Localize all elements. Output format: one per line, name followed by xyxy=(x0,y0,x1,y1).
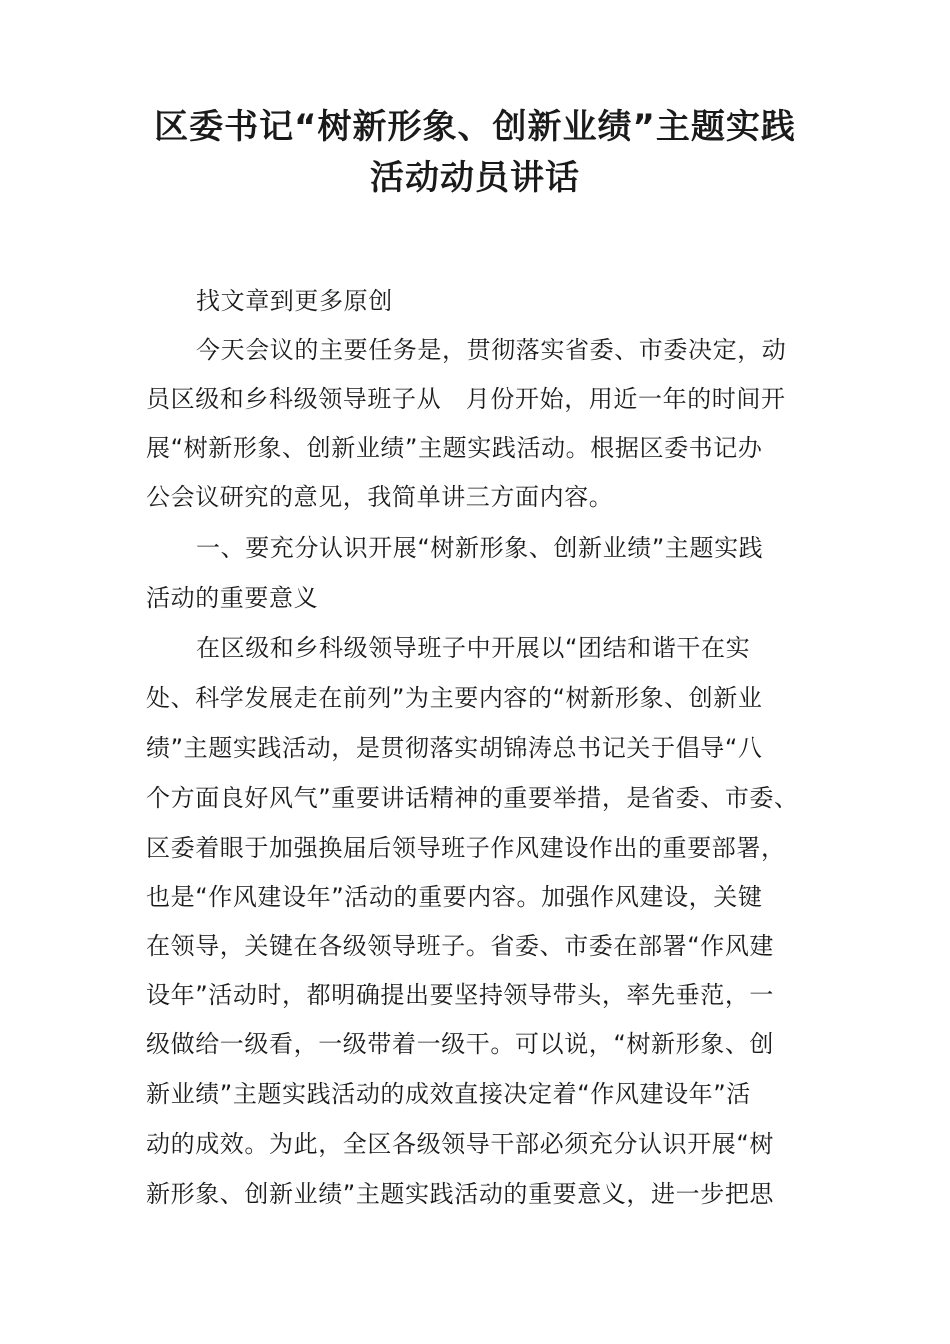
body-line: 级做给一级看，一级带着一级干。可以说，“树新形象、创 xyxy=(146,1030,775,1058)
body-line: 动的成效。为此，全区各级领导干部必须充分认识开展“树 xyxy=(146,1130,775,1158)
body-line: 区委着眼于加强换届后领导班子作风建设作出的重要部署， xyxy=(146,834,786,862)
document-title-line-1: 区委书记“树新形象、创新业绩”主题实践 xyxy=(154,107,796,147)
body-line: 新业绩”主题实践活动的成效直接决定着“作风建设年”活 xyxy=(146,1080,751,1108)
body-line: 绩”主题实践活动，是贯彻落实胡锦涛总书记关于倡导“八 xyxy=(146,734,763,762)
body-line: 处、科学发展走在前列”为主要内容的“树新形象、创新业 xyxy=(146,684,763,712)
body-line: 公会议研究的意见，我简单讲三方面内容。 xyxy=(146,483,614,511)
body-line: 今天会议的主要任务是，贯彻落实省委、市委决定，动 xyxy=(196,336,787,364)
body-line: 也是“作风建设年”活动的重要内容。加强作风建设，关键 xyxy=(146,883,763,911)
body-line: 在区级和乡科级领导班子中开展以“团结和谐干在实 xyxy=(196,634,751,662)
document-title-line-2: 活动动员讲话 xyxy=(370,158,580,198)
body-line: 设年”活动时，都明确提出要坚持领导带头，率先垂范，一 xyxy=(146,981,775,1009)
section-heading-line: 活动的重要意义 xyxy=(146,584,319,612)
body-line: 在领导，关键在各级领导班子。省委、市委在部署“作风建 xyxy=(146,932,775,960)
body-line: 新形象、创新业绩”主题实践活动的重要意义，进一步把思 xyxy=(146,1180,775,1208)
body-line: 员区级和乡科级领导班子从 月份开始，用近一年的时间开 xyxy=(146,385,786,413)
body-line: 个方面良好风气”重要讲话精神的重要举措，是省委、市委、 xyxy=(146,784,799,812)
body-line: 找文章到更多原创 xyxy=(196,287,393,315)
body-line: 展“树新形象、创新业绩”主题实践活动。根据区委书记办 xyxy=(146,434,763,462)
section-heading-line: 一、要充分认识开展“树新形象、创新业绩”主题实践 xyxy=(196,534,764,562)
